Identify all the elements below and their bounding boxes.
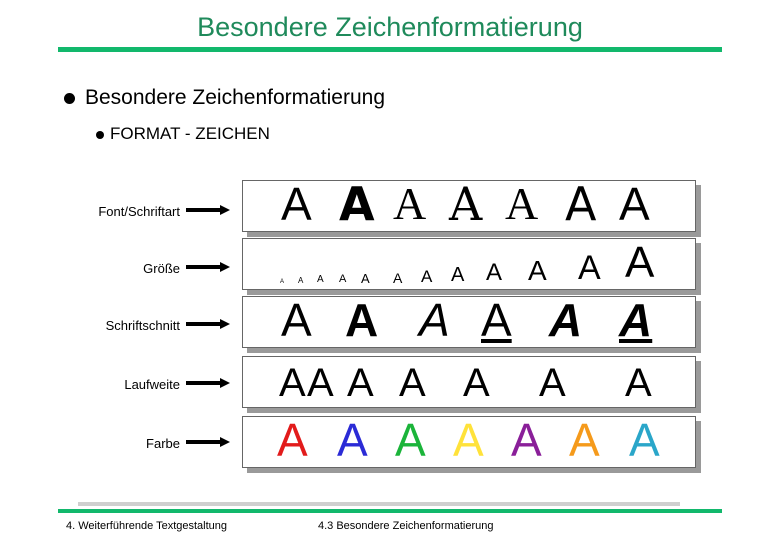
- sample-letter: A: [463, 361, 490, 405]
- style-sample-panel: [242, 296, 696, 348]
- sample-letter: A: [565, 177, 597, 231]
- bullet-level-1-text: Besondere Zeichenformatierung: [85, 86, 386, 109]
- sample-letter: A: [395, 414, 426, 466]
- sample-letter: A: [393, 270, 403, 286]
- color-sample-panel: [242, 416, 696, 468]
- row-label-schriftschnitt: Schriftschnitt: [105, 318, 180, 333]
- spacing-sample-panel: [242, 356, 696, 408]
- size-sample-panel: [242, 238, 696, 290]
- sample-letter: A: [486, 259, 503, 286]
- sample-letter: A: [511, 414, 542, 466]
- title-rule: [58, 47, 722, 52]
- sample-letter: A: [481, 294, 512, 346]
- sample-letter: A: [339, 177, 375, 231]
- row-label-font: Font/Schriftart: [98, 204, 180, 219]
- sample-letter: A: [280, 279, 285, 285]
- sample-letter: A: [347, 361, 374, 405]
- sample-letter: A: [539, 361, 566, 405]
- sample-letter: A: [619, 178, 650, 230]
- bullet-level-2: [96, 124, 270, 144]
- bullet-level-2-text: FORMAT - ZEICHEN: [110, 124, 270, 143]
- sample-letter: A: [569, 414, 600, 466]
- sample-letter: A: [361, 271, 370, 286]
- sample-letter: A: [578, 249, 601, 287]
- sample-letter: A: [505, 178, 539, 229]
- row-label-groesse: Größe: [143, 261, 180, 276]
- sample-letter: A: [419, 294, 450, 346]
- sample-letter: A: [449, 177, 483, 231]
- font-sample-panel: [242, 177, 696, 232]
- sample-letter: A: [298, 276, 304, 285]
- sample-letter: A: [625, 361, 652, 405]
- sample-letter: A: [279, 361, 306, 405]
- sample-letter: A: [619, 294, 653, 346]
- sample-letter: A: [277, 414, 308, 466]
- sample-letter: A: [339, 273, 347, 285]
- footer-chapter: 4. Weiterführende Textgestaltung: [66, 520, 228, 532]
- bullet-dot-icon: [64, 93, 75, 104]
- bullet-dot-icon: [96, 131, 104, 139]
- footer-shadow-rule: [78, 502, 680, 506]
- sample-letter: A: [399, 361, 426, 405]
- bullet-level-1: [64, 86, 385, 110]
- sample-letter: A: [393, 178, 427, 229]
- slide-title: Besondere Zeichenformatierung: [197, 12, 583, 42]
- sample-letter: A: [549, 294, 583, 346]
- sample-letter: A: [625, 238, 655, 287]
- sample-letter: A: [421, 267, 433, 286]
- sample-letter: A: [345, 294, 379, 346]
- sample-letter: A: [317, 274, 324, 285]
- sample-letter: A: [528, 255, 547, 286]
- sample-letter: A: [281, 178, 312, 230]
- footer-rule: [58, 509, 722, 513]
- sample-letter: A: [307, 361, 334, 405]
- sample-letter: A: [337, 414, 368, 466]
- sample-letter: A: [451, 264, 465, 286]
- row-label-laufweite: Laufweite: [124, 377, 180, 392]
- footer-section: 4.3 Besondere Zeichenformatierung: [318, 520, 494, 532]
- sample-letter: A: [453, 414, 484, 466]
- sample-letter: A: [281, 294, 312, 346]
- row-label-farbe: Farbe: [146, 436, 180, 451]
- sample-letter: A: [629, 414, 660, 466]
